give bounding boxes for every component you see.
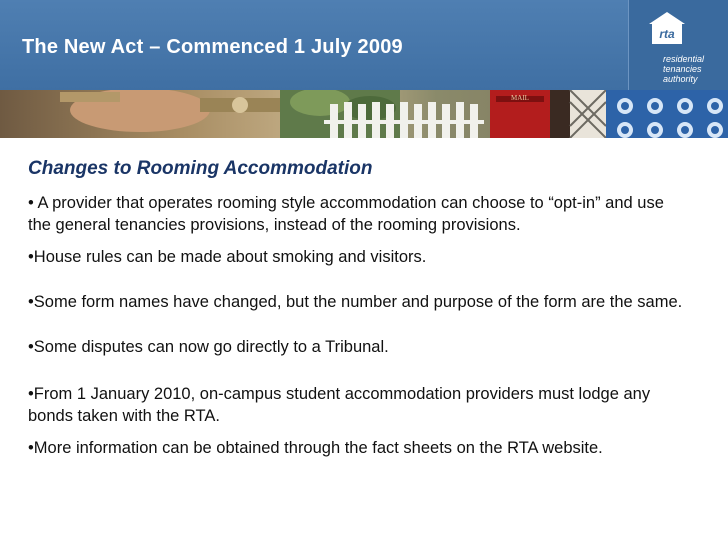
house-rta-logo-icon xyxy=(647,10,687,46)
bullet-disputes: •Some disputes can now go directly to a Tribunal. xyxy=(28,338,389,356)
logo-mark-text: rta xyxy=(659,27,675,41)
logo-wordmark xyxy=(663,54,704,84)
slide-title: The New Act – Commenced 1 July 2009 xyxy=(22,36,403,58)
slide-header xyxy=(0,0,728,90)
mail-sign-text: MAIL xyxy=(511,94,529,102)
bullet-house-rules: •House rules can be made about smoking and visitors. xyxy=(28,248,427,266)
photo-banner-image xyxy=(0,90,728,138)
section-heading: Changes to Rooming Accommodation xyxy=(28,158,373,179)
photo-banner xyxy=(0,90,728,138)
bullet-opt-in: • A provider that operates rooming style accommodation can choose to “opt-in” and use the general tenancies provisions, instead of the rooming provisions. xyxy=(28,194,664,234)
logo-line-1: residential xyxy=(663,54,705,64)
logo-line-2: tenancies xyxy=(663,64,702,74)
logo-line-3: authority xyxy=(663,74,698,84)
slide-body xyxy=(28,158,688,459)
bullet-bonds: •From 1 January 2010, on-campus student accommodation providers must lodge any bonds taken with the RTA. xyxy=(28,385,651,425)
rta-logo xyxy=(628,0,728,90)
bullet-form-names: •Some form names have changed, but the number and purpose of the form are the same. xyxy=(28,293,683,311)
bullet-more-info: •More information can be obtained through the fact sheets on the RTA website. xyxy=(28,439,603,457)
